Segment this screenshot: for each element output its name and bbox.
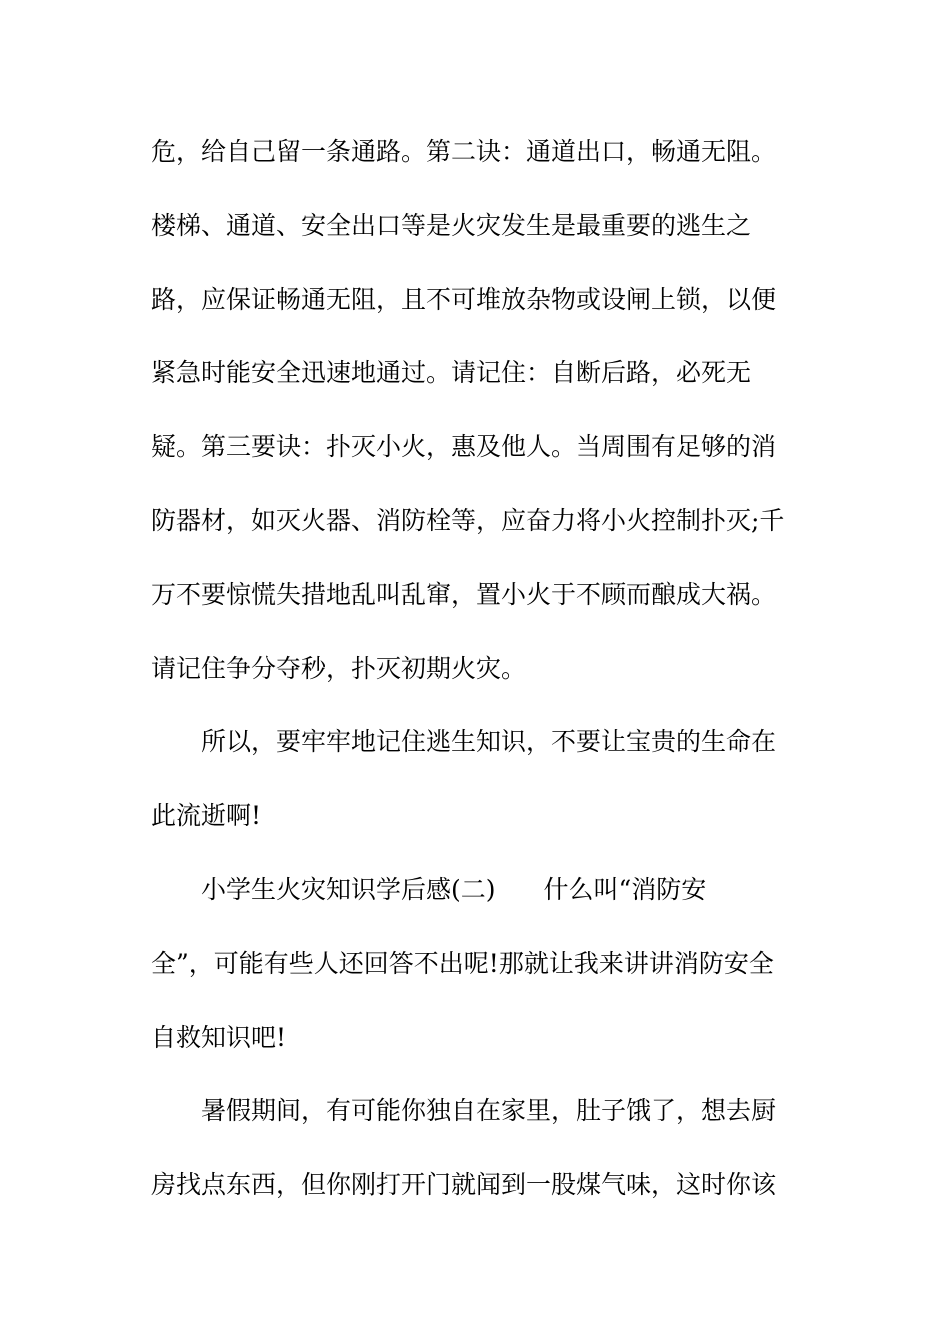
- text-line: 此流逝啊!: [151, 801, 262, 831]
- text-line: 全”，可能有些人还回答不出呢!那就让我来讲讲消防安全: [151, 948, 774, 978]
- text-line: 危，给自己留一条通路。第二诀：通道出口，畅通无阻。: [151, 137, 777, 166]
- section-heading: 小学生火灾知识学后感(二): [201, 874, 496, 904]
- paragraph-start-line: 所以，要牢牢地记住逃生知识，不要让宝贵的生命在: [201, 727, 777, 757]
- heading-continuation: 什么叫“消防安: [543, 874, 707, 904]
- text-line: 防器材，如灭火器、消防栓等，应奋力将小火控制扑灭;千: [151, 505, 785, 535]
- text-line: 楼梯、通道、安全出口等是火灾发生是最重要的逃生之: [151, 210, 752, 240]
- text-line: 路，应保证畅通无阻，且不可堆放杂物或设闸上锁，以便: [151, 284, 777, 314]
- text-line: 请记住争分夺秒，扑灭初期火灾。: [151, 653, 527, 683]
- text-line: 万不要惊慌失措地乱叫乱窜，置小火于不顾而酿成大祸。: [151, 579, 777, 609]
- text-line: 房找点东西，但你刚打开门就闻到一股煤气味，这时你该: [151, 1170, 777, 1200]
- paragraph-start-line: 暑假期间，有可能你独自在家里，肚子饿了，想去厨: [201, 1096, 777, 1126]
- text-line: 紧急时能安全迅速地通过。请记住：自断后路，必死无: [151, 358, 752, 388]
- text-line: 疑。第三要诀：扑灭小火，惠及他人。当周围有足够的消: [151, 432, 777, 462]
- text-line: 自救知识吧!: [151, 1022, 287, 1052]
- section-heading-line: [151, 866, 811, 940]
- document-body: [151, 128, 811, 1235]
